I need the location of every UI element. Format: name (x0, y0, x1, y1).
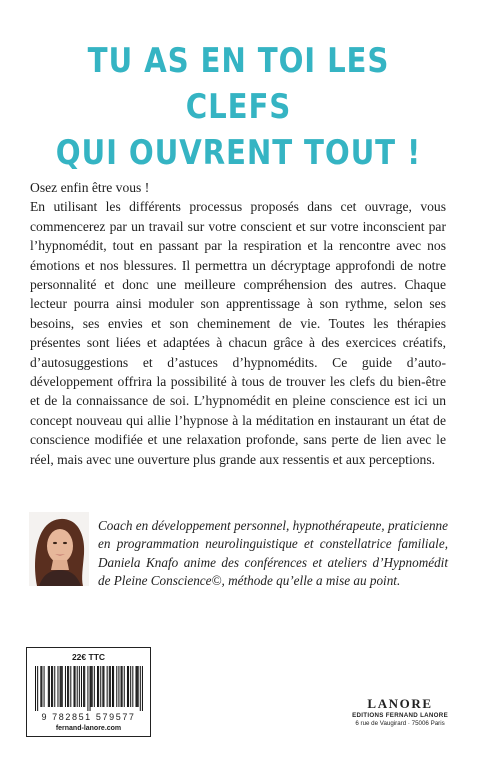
barcode-bar (140, 666, 141, 711)
back-cover-text (30, 178, 446, 469)
barcode-bar (122, 666, 123, 707)
headline-line-1: TU AS EN TOI LES CLEFS (87, 41, 390, 127)
barcode-bar (68, 666, 69, 707)
headline (33, 38, 443, 176)
barcode-bar (44, 666, 45, 707)
barcode-bar (62, 666, 63, 707)
barcode-bar (57, 666, 58, 707)
barcode-bar (65, 666, 66, 707)
barcode-bar (136, 666, 137, 707)
barcode-bar (83, 666, 84, 707)
publisher-logo: LANORE (367, 696, 433, 711)
barcode-bar (137, 666, 138, 707)
barcode-bar (60, 666, 61, 707)
barcode-bar (77, 666, 78, 707)
barcode-bar (48, 666, 49, 707)
barcode-bar (100, 666, 101, 707)
barcode-bar (84, 666, 85, 707)
barcode-bar (87, 666, 88, 711)
barcode-bar (90, 666, 91, 711)
description-paragraph: En utilisant les différents processus proposés dans cet ouvrage, vous commencerez par un travail sur votre conscient et sur votre inconscient par l’hypnomédit, tout en passant par la respiration et la rencontre avec nos émotions et nos blessures. Il permettra un décryptage approfondi de notre personnalité et donc une meilleure compréhension des autres. Chaque lecteur pourra ainsi moduler son apprentissage à son rythme, selon ses besoins, ses envies et son cheminement de vie. Toutes les thérapies présentes sont liées et adaptées à chacun grâce à des exercices créatifs, d’autosuggestions et d’astuces d’hypnomédits. Ce guide d’auto-développement offrira la possibilité à tous de trouver les clefs du bien-être et de la connaissance de soi. L’hypnomédit en pleine conscience est ici un concept nouveau qui allie l’hypnose à la méditation en instaurant un état de conscience modifiée et une relaxation profonde, sans perte de lien avec le réel, mais avec une ouverture plus grande aux ressentis et aux perceptions. (30, 199, 446, 467)
barcode-bar (121, 666, 122, 707)
barcode-bar (40, 666, 41, 707)
barcode-bar (113, 666, 114, 707)
price-label: 22€ TTC (71, 652, 106, 662)
headline-line-2: QUI OUVRENT TOUT ! (55, 133, 422, 173)
barcode-bar (128, 666, 129, 707)
author-portrait-image (29, 512, 89, 586)
barcode-bar (107, 666, 108, 707)
barcode-bar (67, 666, 68, 707)
barcode-bar (61, 666, 62, 707)
barcode-bar (110, 666, 111, 707)
barcode-bar (142, 666, 143, 711)
barcode-bar (74, 666, 75, 707)
intro-line: Osez enfin être vous ! (30, 180, 150, 195)
publisher-address: 6 rue de Vaugirard · 75006 Paris (355, 720, 445, 727)
barcode-bar (51, 666, 52, 707)
author-bio: Coach en développement personnel, hypnothérapeute, praticienne en programmation neurolinguistique et constellatrice familiale, Daniela Knafo anime des conférences et ateliers d’Hypnomédit de Pleine Conscience©, méthode qu’elle a mise au point. (98, 518, 448, 589)
barcode-bar (49, 666, 50, 707)
barcode-bar (41, 666, 42, 707)
barcode-image (35, 666, 143, 711)
barcode-bar (109, 666, 110, 707)
barcode-bar (103, 666, 104, 707)
barcode-bar (35, 666, 36, 711)
barcode-bar (138, 666, 139, 707)
barcode-box (26, 647, 151, 737)
barcode-bar (75, 666, 76, 707)
barcode-bar (102, 666, 103, 707)
barcode-bar (97, 666, 98, 707)
barcode-bar (70, 666, 71, 707)
barcode-bar (116, 666, 117, 707)
barcode-bar (37, 666, 38, 711)
barcode-bar (127, 666, 128, 707)
isbn-number: 9 782851 579577 (41, 712, 136, 722)
barcode-bar (79, 666, 80, 707)
barcode-bar (132, 666, 133, 707)
barcode-bar (81, 666, 82, 707)
barcode-bar (112, 666, 113, 707)
website-url: fernand-lanore.com (55, 725, 122, 732)
barcode-bar (124, 666, 125, 707)
barcode-bar (94, 666, 95, 707)
barcode-bar (118, 666, 119, 707)
barcode-bar (91, 666, 92, 707)
publisher-block (352, 696, 448, 727)
barcode-bar (54, 666, 55, 707)
barcode-bar (98, 666, 99, 707)
barcode-bar (130, 666, 131, 707)
author-photo (29, 512, 89, 586)
publisher-name: EDITIONS FERNAND LANORE (352, 712, 448, 719)
barcode-bar (52, 666, 53, 707)
barcode-bar (92, 666, 93, 707)
